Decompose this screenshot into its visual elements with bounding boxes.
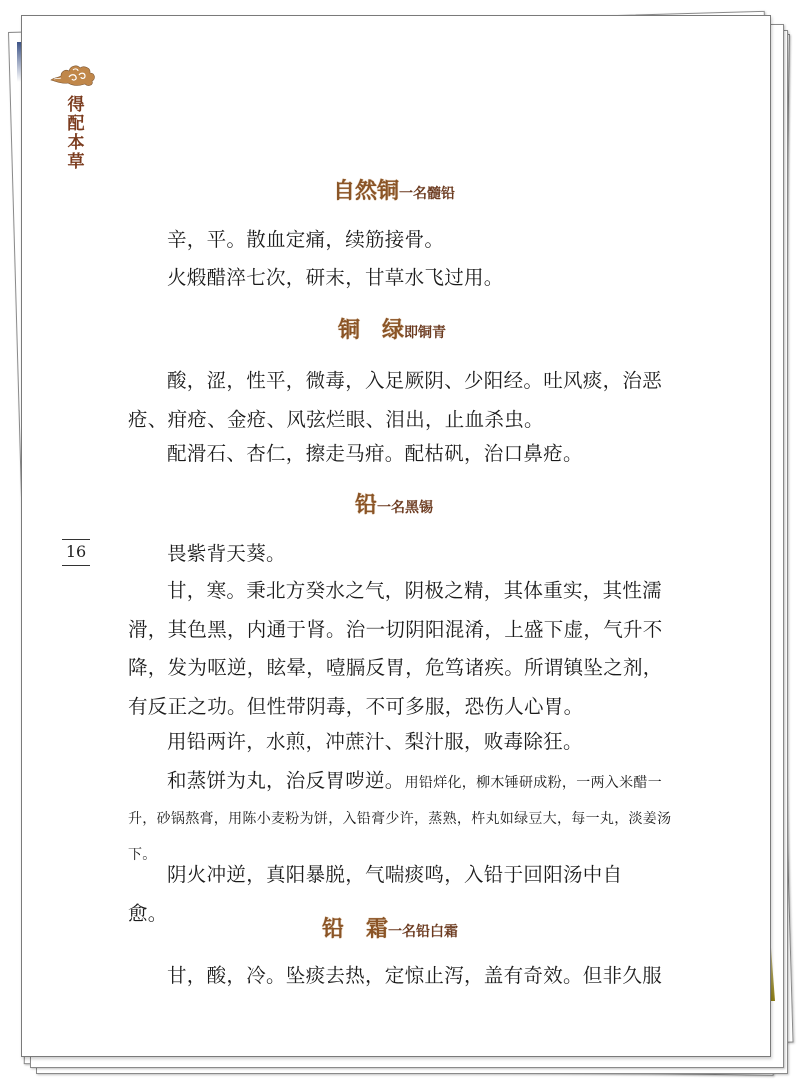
entry-heading <box>338 313 446 344</box>
entry-name: 铅 霜 <box>322 916 389 942</box>
auspicious-cloud-icon <box>49 60 97 88</box>
series-title-vertical <box>66 96 86 172</box>
entry-heading <box>355 488 433 519</box>
entry-alias: 即铜青 <box>404 325 447 341</box>
entry-paragraph: 甘，酸，冷。坠痰去热，定惊止泻，盖有奇效。但非久服 <box>167 964 663 987</box>
entry-paragraph-note: 用铅烊化，柳木锤研成粉，一两入米醋一升，砂锅熬膏，用陈小麦粉为饼，入铅膏少许，蒸熟，杵丸如绿豆大，每一丸，淡姜汤下。 <box>128 775 672 863</box>
series-title-char: 本 <box>67 133 85 153</box>
entry-paragraph: 配滑石、杏仁，擦走马疳。配枯矾，治口鼻疮。 <box>167 442 583 465</box>
entry-paragraph: 火煅醋淬七次，研末，甘草水飞过用。 <box>167 266 504 289</box>
entry-alias: 一名黑锡 <box>377 500 434 516</box>
entry-paragraph: 用铅两许，水煎，冲蔗汁、梨汁服，败毒除狂。 <box>167 730 583 753</box>
entry-heading <box>322 912 458 943</box>
series-title-char: 得 <box>67 95 85 115</box>
entry-name: 自然铜 <box>333 178 400 204</box>
entry-name: 铜 绿 <box>338 317 405 343</box>
entry-alias: 一名髓铅 <box>399 186 456 202</box>
series-title-char: 草 <box>67 152 85 172</box>
entry-paragraph: 辛，平。散血定痛，续筋接骨。 <box>167 228 445 251</box>
book-page <box>21 15 771 1057</box>
series-title-char: 配 <box>67 114 85 134</box>
entry-paragraph-main: 和蒸饼为丸，治反胃哕逆。 <box>167 769 405 792</box>
page-number: 16 <box>62 539 90 566</box>
entry-paragraph: 阴火冲逆，真阳暴脱，气喘痰鸣，入铅于回阳汤中自愈。 <box>128 863 623 925</box>
entry-alias: 一名铅白霜 <box>388 924 459 940</box>
entry-name: 铅 <box>355 492 378 518</box>
entry-paragraph: 酸，涩，性平，微毒，入足厥阴、少阳经。吐风痰，治恶疮、疳疮、金疮、风弦烂眼、泪出，止血杀虫。 <box>128 369 663 431</box>
entry-heading <box>333 174 455 205</box>
entry-paragraph: 甘，寒。秉北方癸水之气，阴极之精，其体重实，其性濡滑，其色黑，内通于肾。治一切阴阳混淆，上盛下虚，气升不降，发为呕逆，眩晕，噎膈反胃，危笃诸疾。所谓镇坠之剂，有反正之功。但性带阴毒，不可多服，恐伤人心胃。 <box>128 579 663 718</box>
entry-paragraph: 畏紫背天葵。 <box>167 542 286 565</box>
